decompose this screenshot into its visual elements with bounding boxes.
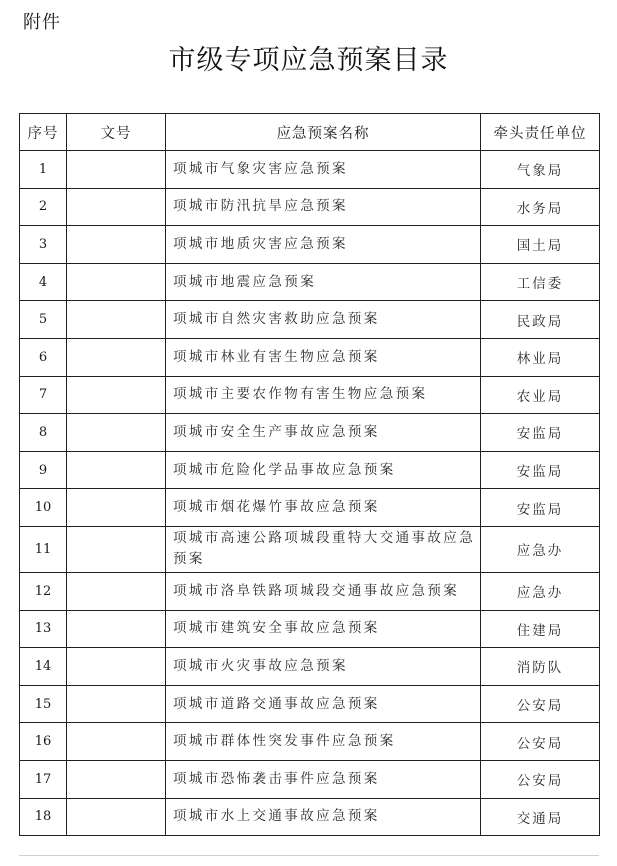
row-lead-unit: 安监局 <box>481 414 600 452</box>
row-doc-no <box>67 648 166 686</box>
column-header-plan-name: 应急预案名称 <box>166 114 481 151</box>
table-row <box>20 648 600 686</box>
row-lead-unit: 气象局 <box>481 151 600 189</box>
row-seq: 9 <box>20 451 67 489</box>
table-header-row <box>20 114 600 151</box>
row-plan-name: 项城市群体性突发事件应急预案 <box>166 723 481 761</box>
table-row <box>20 489 600 527</box>
row-doc-no <box>67 451 166 489</box>
row-seq: 3 <box>20 226 67 264</box>
table-row <box>20 760 600 798</box>
row-lead-unit: 交通局 <box>481 798 600 836</box>
plan-table <box>19 113 600 836</box>
row-lead-unit: 住建局 <box>481 610 600 648</box>
row-plan-name: 项城市危险化学品事故应急预案 <box>166 451 481 489</box>
row-seq: 4 <box>20 263 67 301</box>
row-doc-no <box>67 723 166 761</box>
row-plan-name: 项城市安全生产事故应急预案 <box>166 414 481 452</box>
row-lead-unit: 安监局 <box>481 451 600 489</box>
row-plan-name: 项城市气象灾害应急预案 <box>166 151 481 189</box>
row-doc-no <box>67 610 166 648</box>
table-row <box>20 723 600 761</box>
row-doc-no <box>67 572 166 610</box>
row-seq: 12 <box>20 572 67 610</box>
table-row <box>20 526 600 572</box>
table-row <box>20 376 600 414</box>
table-row <box>20 572 600 610</box>
table-row <box>20 451 600 489</box>
row-doc-no <box>67 760 166 798</box>
row-seq: 2 <box>20 188 67 226</box>
row-doc-no <box>67 151 166 189</box>
row-seq: 1 <box>20 151 67 189</box>
row-plan-name: 项城市火灾事故应急预案 <box>166 648 481 686</box>
row-doc-no <box>67 263 166 301</box>
row-lead-unit: 消防队 <box>481 648 600 686</box>
attachment-label: 附件 <box>23 12 61 33</box>
row-lead-unit: 公安局 <box>481 760 600 798</box>
row-plan-name: 项城市建筑安全事故应急预案 <box>166 610 481 648</box>
column-header-seq: 序号 <box>20 114 67 151</box>
row-seq: 13 <box>20 610 67 648</box>
table-row <box>20 151 600 189</box>
row-plan-name: 项城市防汛抗旱应急预案 <box>166 188 481 226</box>
row-seq: 11 <box>20 526 67 572</box>
row-lead-unit: 国土局 <box>481 226 600 264</box>
table-row <box>20 610 600 648</box>
page-bottom-divider <box>19 855 599 856</box>
table-row <box>20 301 600 339</box>
row-seq: 16 <box>20 723 67 761</box>
row-plan-name: 项城市林业有害生物应急预案 <box>166 338 481 376</box>
column-header-lead-unit: 牵头责任单位 <box>481 114 600 151</box>
row-doc-no <box>67 338 166 376</box>
row-plan-name: 项城市水上交通事故应急预案 <box>166 798 481 836</box>
row-lead-unit: 应急办 <box>481 572 600 610</box>
row-plan-name: 项城市主要农作物有害生物应急预案 <box>166 376 481 414</box>
table-row <box>20 263 600 301</box>
row-doc-no <box>67 489 166 527</box>
table-row <box>20 338 600 376</box>
row-plan-name: 项城市烟花爆竹事故应急预案 <box>166 489 481 527</box>
row-doc-no <box>67 798 166 836</box>
row-plan-name: 项城市地质灾害应急预案 <box>166 226 481 264</box>
row-doc-no <box>67 685 166 723</box>
row-plan-name: 项城市道路交通事故应急预案 <box>166 685 481 723</box>
row-lead-unit: 工信委 <box>481 263 600 301</box>
table-row <box>20 188 600 226</box>
row-plan-name: 项城市洛阜铁路项城段交通事故应急预案 <box>166 572 481 610</box>
row-lead-unit: 民政局 <box>481 301 600 339</box>
row-lead-unit: 林业局 <box>481 338 600 376</box>
row-doc-no <box>67 301 166 339</box>
row-lead-unit: 安监局 <box>481 489 600 527</box>
table-row <box>20 685 600 723</box>
row-seq: 8 <box>20 414 67 452</box>
row-seq: 14 <box>20 648 67 686</box>
row-seq: 6 <box>20 338 67 376</box>
row-doc-no <box>67 188 166 226</box>
column-header-doc-no: 文号 <box>67 114 166 151</box>
row-lead-unit: 公安局 <box>481 685 600 723</box>
row-plan-name: 项城市恐怖袭击事件应急预案 <box>166 760 481 798</box>
row-lead-unit: 水务局 <box>481 188 600 226</box>
row-lead-unit: 应急办 <box>481 526 600 572</box>
row-seq: 18 <box>20 798 67 836</box>
row-lead-unit: 公安局 <box>481 723 600 761</box>
row-plan-name: 项城市地震应急预案 <box>166 263 481 301</box>
row-doc-no <box>67 226 166 264</box>
row-doc-no <box>67 376 166 414</box>
row-seq: 5 <box>20 301 67 339</box>
row-seq: 15 <box>20 685 67 723</box>
row-seq: 7 <box>20 376 67 414</box>
row-seq: 10 <box>20 489 67 527</box>
row-plan-name: 项城市高速公路项城段重特大交通事故应急预案 <box>166 526 481 572</box>
page-title: 市级专项应急预案目录 <box>168 45 449 76</box>
row-doc-no <box>67 526 166 572</box>
table-row <box>20 798 600 836</box>
row-plan-name: 项城市自然灾害救助应急预案 <box>166 301 481 339</box>
table-row <box>20 414 600 452</box>
row-doc-no <box>67 414 166 452</box>
table-row <box>20 226 600 264</box>
row-lead-unit: 农业局 <box>481 376 600 414</box>
row-seq: 17 <box>20 760 67 798</box>
